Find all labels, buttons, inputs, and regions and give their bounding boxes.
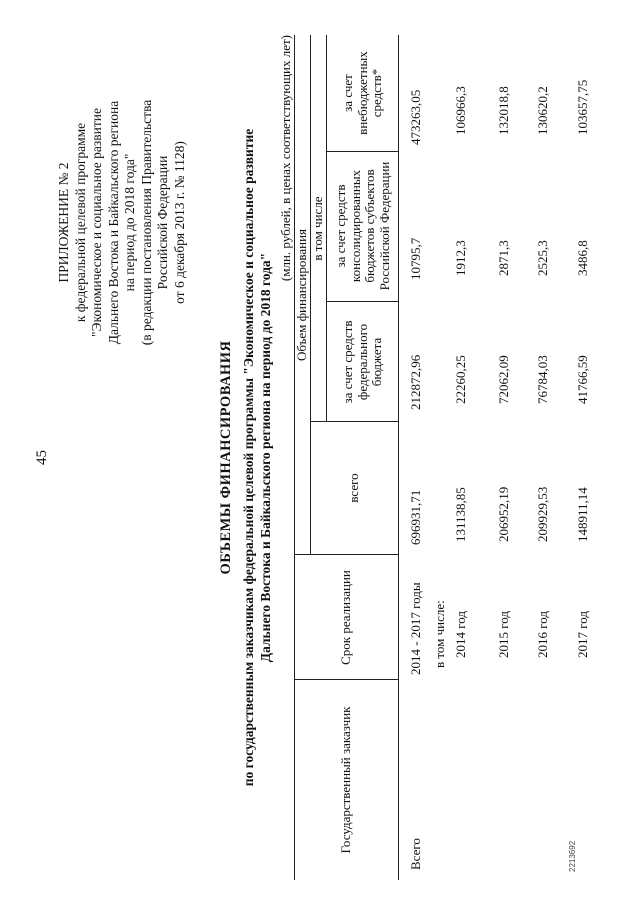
table-rule: [398, 35, 399, 880]
header-funding: Объем финансирования: [294, 228, 310, 362]
appendix-line: (в редакции постановления Правительства: [138, 99, 154, 346]
units-note: (млн. рублей, в ценах соответствующих лет): [278, 35, 293, 282]
cell-federal: 22260,25: [453, 355, 468, 404]
document-subtitle: [240, 95, 274, 820]
cell-federal: 212872,96: [408, 354, 423, 410]
cell-extra: 106966,3: [453, 86, 468, 135]
cell-extra: 103657,75: [575, 79, 590, 135]
cell-regional: 10795,7: [408, 237, 423, 280]
cell-federal: 72062,09: [496, 355, 511, 404]
appendix-line: ПРИЛОЖЕНИЕ № 2: [56, 162, 71, 283]
appendix-line: на период до 2018 года": [122, 153, 137, 292]
table-rule: [326, 35, 327, 422]
cell-period: 2014 - 2017 годы: [408, 582, 423, 675]
table-rule: [326, 151, 398, 152]
cell-total: 696931,71: [408, 489, 423, 545]
header-customer: Государственный заказчик: [337, 706, 353, 854]
document-code: 2213692: [568, 840, 577, 872]
table-rule: [294, 679, 398, 680]
cell-customer: Всего: [408, 838, 423, 870]
cell-period: 2017 год: [575, 611, 590, 658]
cell-period: 2015 год: [496, 611, 511, 658]
appendix-line: Российской Федерации: [155, 155, 170, 290]
cell-period: 2014 год: [453, 611, 468, 658]
header-federal: за счет средств федерального бюджета: [340, 320, 385, 404]
cell-extra: 473263,05: [408, 89, 423, 145]
appendix-line: от 6 декабря 2013 г. № 1128): [171, 141, 187, 304]
cell-regional: 2871,3: [496, 240, 511, 276]
cell-federal: 76784,03: [535, 355, 550, 404]
cell-regional: 3486,8: [575, 240, 590, 276]
document-page: [20, 35, 620, 880]
cell-regional: 1912,3: [453, 240, 468, 276]
cell-period: 2016 год: [535, 611, 550, 658]
cell-federal: 41766,59: [575, 355, 590, 404]
header-total: всего: [345, 473, 361, 503]
appendix-line: Дальнего Востока и Байкальского региона: [105, 100, 121, 345]
appendix-line: "Экономическое и социальное развитие: [89, 108, 104, 337]
table-rule: [326, 301, 398, 302]
cell-total: 131138,85: [453, 487, 468, 542]
cell-extra: 130620,2: [535, 86, 550, 135]
appendix-header: [56, 35, 188, 410]
page-number: 45: [34, 450, 50, 465]
cell-total: 148911,14: [575, 487, 590, 542]
header-regional: за счет средств консолидированных бюджетов субъектов Российской Федерации: [333, 161, 392, 291]
document-title: ОБЪЕМЫ ФИНАНСИРОВАНИЯ: [218, 340, 234, 575]
subtitle-line: Дальнего Востока и Байкальского региона на период до 2018 года": [258, 252, 273, 663]
subtitle-line: по государственным заказчикам федеральной целевой программы "Экономическое и социальное развитие: [241, 128, 256, 787]
cell-extra: 132018,8: [496, 86, 511, 135]
header-including: в том числе: [310, 196, 326, 261]
appendix-line: к федеральной целевой программе: [72, 122, 88, 323]
including-label: в том числе:: [432, 600, 447, 668]
header-period: Срок реализации: [337, 570, 353, 665]
cell-total: 206952,19: [496, 486, 511, 542]
header-extra: за счет внебюджетных средств*: [340, 51, 385, 135]
cell-regional: 2525,3: [535, 240, 550, 276]
cell-total: 209929,53: [535, 486, 550, 542]
